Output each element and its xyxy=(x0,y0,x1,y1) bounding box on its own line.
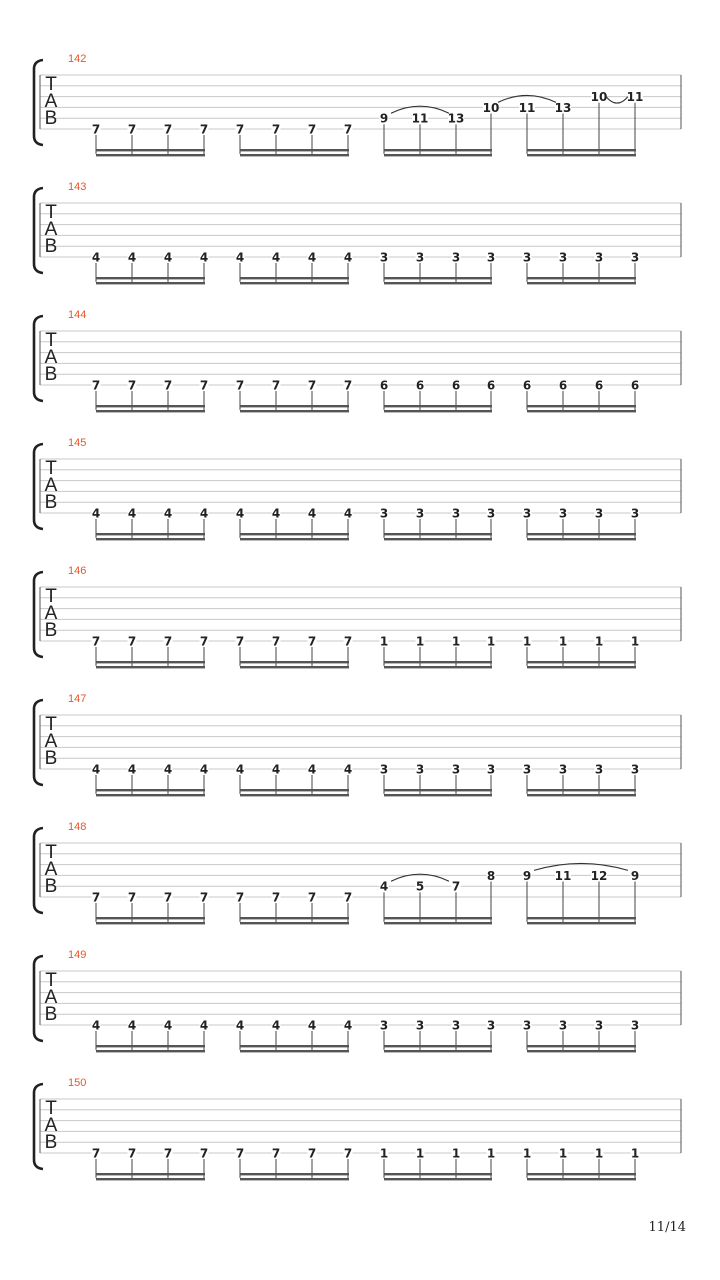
fret-number: 7 xyxy=(343,122,353,137)
fret-number: 11 xyxy=(626,90,644,105)
system-bracket xyxy=(34,188,43,273)
beam xyxy=(527,1045,636,1047)
fret-number: 3 xyxy=(415,506,425,521)
fret-number: 4 xyxy=(235,506,245,521)
fret-number: 7 xyxy=(127,122,137,137)
tab-clef-letter: B xyxy=(44,1004,58,1025)
beam xyxy=(384,1050,492,1052)
beam xyxy=(240,1050,349,1052)
fret-number: 3 xyxy=(379,250,389,265)
beam xyxy=(384,282,492,284)
fret-number: 3 xyxy=(379,1018,389,1033)
fret-number: 7 xyxy=(307,890,317,905)
fret-number: 4 xyxy=(271,762,281,777)
tab-clef-letter: B xyxy=(44,492,58,513)
fret-number: 3 xyxy=(594,250,604,265)
fret-number: 3 xyxy=(451,1018,461,1033)
beam xyxy=(240,1173,349,1175)
fret-number: 7 xyxy=(271,634,281,649)
beam xyxy=(96,794,205,796)
fret-number: 3 xyxy=(379,762,389,777)
fret-number: 3 xyxy=(630,250,640,265)
tab-clef-letter: T xyxy=(45,330,57,351)
fret-number: 4 xyxy=(235,1018,245,1033)
fret-number: 4 xyxy=(343,506,353,521)
fret-number: 1 xyxy=(558,1146,568,1161)
fret-number: 7 xyxy=(199,378,209,393)
fret-number: 4 xyxy=(199,250,209,265)
fret-number: 4 xyxy=(91,762,101,777)
beam xyxy=(527,538,636,540)
tab-clef-letter: A xyxy=(44,219,58,240)
fret-number: 1 xyxy=(630,1146,640,1161)
beam xyxy=(96,1178,205,1180)
fret-number: 3 xyxy=(486,506,496,521)
fret-number: 6 xyxy=(415,378,425,393)
tab-clef-letter: T xyxy=(45,586,57,607)
beam xyxy=(240,405,349,407)
fret-number: 7 xyxy=(127,634,137,649)
fret-number: 7 xyxy=(235,890,245,905)
fret-number: 3 xyxy=(594,1018,604,1033)
beam xyxy=(96,789,205,791)
system-bracket xyxy=(34,60,43,145)
fret-number: 7 xyxy=(235,378,245,393)
system-bracket xyxy=(34,444,43,529)
beam xyxy=(384,277,492,279)
measure-number: 144 xyxy=(68,309,87,321)
beam xyxy=(96,666,205,668)
measure-number: 145 xyxy=(68,437,87,449)
measure-number: 146 xyxy=(68,565,87,577)
fret-number: 1 xyxy=(594,634,604,649)
fret-number: 4 xyxy=(127,762,137,777)
system-bracket xyxy=(34,1084,43,1169)
tab-clef-letter: T xyxy=(45,970,57,991)
fret-number: 4 xyxy=(163,250,173,265)
beam xyxy=(527,1178,636,1180)
beam xyxy=(527,794,636,796)
fret-number: 1 xyxy=(379,634,389,649)
fret-number: 4 xyxy=(379,879,389,894)
fret-number: 7 xyxy=(127,1146,137,1161)
fret-number: 7 xyxy=(163,1146,173,1161)
slur xyxy=(606,97,628,104)
beam xyxy=(96,661,205,663)
fret-number: 5 xyxy=(415,879,425,894)
fret-number: 4 xyxy=(307,1018,317,1033)
system-bracket xyxy=(34,828,43,913)
beam xyxy=(384,1173,492,1175)
fret-number: 7 xyxy=(271,1146,281,1161)
fret-number: 7 xyxy=(271,122,281,137)
fret-number: 1 xyxy=(379,1146,389,1161)
fret-number: 7 xyxy=(343,1146,353,1161)
fret-number: 7 xyxy=(235,122,245,137)
fret-number: 3 xyxy=(558,1018,568,1033)
beam xyxy=(384,661,492,663)
beam xyxy=(240,154,349,156)
beam xyxy=(96,917,205,919)
tab-clef-letter: A xyxy=(44,987,58,1008)
fret-number: 9 xyxy=(379,111,389,126)
fret-number: 3 xyxy=(451,506,461,521)
beam xyxy=(527,917,636,919)
beam xyxy=(240,1045,349,1047)
beam xyxy=(240,277,349,279)
beam xyxy=(384,410,492,412)
fret-number: 4 xyxy=(271,250,281,265)
fret-number: 3 xyxy=(451,762,461,777)
beam xyxy=(384,1045,492,1047)
measure-number: 143 xyxy=(68,181,87,193)
beam xyxy=(96,149,205,151)
fret-number: 7 xyxy=(91,634,101,649)
beam xyxy=(96,410,205,412)
fret-number: 8 xyxy=(486,868,496,883)
fret-number: 7 xyxy=(307,634,317,649)
fret-number: 1 xyxy=(522,634,532,649)
fret-number: 4 xyxy=(343,250,353,265)
tab-clef-letter: B xyxy=(44,876,58,897)
beam xyxy=(240,1178,349,1180)
beam xyxy=(240,149,349,151)
fret-number: 7 xyxy=(163,122,173,137)
fret-number: 7 xyxy=(199,634,209,649)
fret-number: 3 xyxy=(522,250,532,265)
fret-number: 6 xyxy=(379,378,389,393)
beam xyxy=(96,1045,205,1047)
system-bracket xyxy=(34,572,43,657)
tab-clef-letter: T xyxy=(45,202,57,223)
beam xyxy=(384,149,492,151)
fret-number: 7 xyxy=(163,890,173,905)
beam xyxy=(240,794,349,796)
measure-number: 142 xyxy=(68,53,87,65)
tab-clef-letter: A xyxy=(44,475,58,496)
fret-number: 4 xyxy=(127,1018,137,1033)
fret-number: 7 xyxy=(163,634,173,649)
fret-number: 3 xyxy=(486,250,496,265)
fret-number: 3 xyxy=(451,250,461,265)
tab-clef-letter: A xyxy=(44,347,58,368)
fret-number: 1 xyxy=(486,634,496,649)
fret-number: 7 xyxy=(271,890,281,905)
tab-clef-letter: T xyxy=(45,842,57,863)
beam xyxy=(240,661,349,663)
fret-number: 7 xyxy=(307,378,317,393)
fret-number: 3 xyxy=(415,1018,425,1033)
fret-number: 3 xyxy=(558,506,568,521)
fret-number: 3 xyxy=(486,1018,496,1033)
fret-number: 7 xyxy=(91,890,101,905)
fret-number: 3 xyxy=(594,506,604,521)
beam xyxy=(240,666,349,668)
fret-number: 4 xyxy=(163,1018,173,1033)
fret-number: 7 xyxy=(307,1146,317,1161)
fret-number: 6 xyxy=(594,378,604,393)
fret-number: 3 xyxy=(558,762,568,777)
tab-clef-letter: A xyxy=(44,859,58,880)
fret-number: 7 xyxy=(343,890,353,905)
beam xyxy=(240,917,349,919)
beam xyxy=(96,1173,205,1175)
fret-number: 4 xyxy=(271,506,281,521)
fret-number: 4 xyxy=(91,506,101,521)
fret-number: 7 xyxy=(235,1146,245,1161)
tab-clef-letter: T xyxy=(45,1098,57,1119)
fret-number: 9 xyxy=(522,868,532,883)
beam xyxy=(96,277,205,279)
beam xyxy=(527,1173,636,1175)
fret-number: 3 xyxy=(486,762,496,777)
fret-number: 6 xyxy=(630,378,640,393)
fret-number: 3 xyxy=(630,762,640,777)
fret-number: 1 xyxy=(415,634,425,649)
beam xyxy=(527,922,636,924)
fret-number: 13 xyxy=(554,100,572,115)
beam xyxy=(240,533,349,535)
fret-number: 3 xyxy=(379,506,389,521)
fret-number: 10 xyxy=(590,90,608,105)
fret-number: 3 xyxy=(558,250,568,265)
fret-number: 4 xyxy=(127,250,137,265)
beam xyxy=(527,661,636,663)
beam xyxy=(96,154,205,156)
fret-number: 6 xyxy=(522,378,532,393)
fret-number: 7 xyxy=(307,122,317,137)
beam xyxy=(96,538,205,540)
fret-number: 1 xyxy=(594,1146,604,1161)
beam xyxy=(527,789,636,791)
fret-number: 4 xyxy=(91,250,101,265)
beam xyxy=(96,922,205,924)
fret-number: 7 xyxy=(235,634,245,649)
tab-clef-letter: B xyxy=(44,236,58,257)
beam xyxy=(96,405,205,407)
fret-number: 3 xyxy=(415,250,425,265)
fret-number: 1 xyxy=(451,1146,461,1161)
fret-number: 4 xyxy=(91,1018,101,1033)
beam xyxy=(384,538,492,540)
fret-number: 4 xyxy=(343,762,353,777)
beam xyxy=(527,533,636,535)
beam xyxy=(527,405,636,407)
fret-number: 1 xyxy=(630,634,640,649)
fret-number: 4 xyxy=(343,1018,353,1033)
beam xyxy=(240,282,349,284)
fret-number: 7 xyxy=(91,1146,101,1161)
tab-clef-letter: T xyxy=(45,74,57,95)
fret-number: 7 xyxy=(127,890,137,905)
fret-number: 7 xyxy=(199,1146,209,1161)
fret-number: 3 xyxy=(522,762,532,777)
tab-clef-letter: A xyxy=(44,91,58,112)
tab-clef-letter: B xyxy=(44,364,58,385)
fret-number: 11 xyxy=(411,111,429,126)
tab-clef-letter: B xyxy=(44,748,58,769)
fret-number: 7 xyxy=(451,879,461,894)
beam xyxy=(240,538,349,540)
fret-number: 1 xyxy=(451,634,461,649)
beam xyxy=(527,149,636,151)
fret-number: 1 xyxy=(558,634,568,649)
fret-number: 11 xyxy=(554,868,572,883)
beam xyxy=(96,533,205,535)
fret-number: 3 xyxy=(630,506,640,521)
fret-number: 3 xyxy=(522,506,532,521)
fret-number: 9 xyxy=(630,868,640,883)
fret-number: 4 xyxy=(163,762,173,777)
beam xyxy=(384,154,492,156)
fret-number: 7 xyxy=(127,378,137,393)
fret-number: 12 xyxy=(590,868,608,883)
beam xyxy=(527,282,636,284)
fret-number: 7 xyxy=(271,378,281,393)
beam xyxy=(527,410,636,412)
fret-number: 6 xyxy=(451,378,461,393)
fret-number: 10 xyxy=(482,100,500,115)
fret-number: 6 xyxy=(486,378,496,393)
tab-clef-letter: A xyxy=(44,603,58,624)
fret-number: 11 xyxy=(518,100,536,115)
beam xyxy=(384,405,492,407)
beam xyxy=(527,277,636,279)
fret-number: 4 xyxy=(271,1018,281,1033)
fret-number: 7 xyxy=(343,378,353,393)
fret-number: 4 xyxy=(235,762,245,777)
beam xyxy=(527,666,636,668)
beam xyxy=(384,789,492,791)
fret-number: 1 xyxy=(415,1146,425,1161)
fret-number: 3 xyxy=(594,762,604,777)
tab-clef-letter: T xyxy=(45,714,57,735)
fret-number: 7 xyxy=(343,634,353,649)
beam xyxy=(384,917,492,919)
beam xyxy=(240,789,349,791)
beam xyxy=(240,922,349,924)
fret-number: 4 xyxy=(199,506,209,521)
tab-clef-letter: A xyxy=(44,1115,58,1136)
fret-number: 4 xyxy=(307,506,317,521)
fret-number: 7 xyxy=(199,890,209,905)
system-bracket xyxy=(34,700,43,785)
tab-clef-letter: T xyxy=(45,458,57,479)
fret-number: 3 xyxy=(522,1018,532,1033)
fret-number: 7 xyxy=(91,378,101,393)
fret-number: 6 xyxy=(558,378,568,393)
beam xyxy=(240,410,349,412)
fret-number: 4 xyxy=(235,250,245,265)
beam xyxy=(96,1050,205,1052)
tab-clef-letter: B xyxy=(44,620,58,641)
fret-number: 4 xyxy=(163,506,173,521)
beam xyxy=(384,1178,492,1180)
fret-number: 13 xyxy=(447,111,465,126)
fret-number: 3 xyxy=(630,1018,640,1033)
fret-number: 3 xyxy=(415,762,425,777)
beam xyxy=(384,794,492,796)
fret-number: 4 xyxy=(127,506,137,521)
fret-number: 4 xyxy=(307,762,317,777)
fret-number: 1 xyxy=(522,1146,532,1161)
beam xyxy=(384,666,492,668)
fret-number: 4 xyxy=(199,762,209,777)
measure-number: 150 xyxy=(68,1077,87,1089)
tab-clef-letter: B xyxy=(44,108,58,129)
tab-clef-letter: B xyxy=(44,1132,58,1153)
page-number: 11/14 xyxy=(648,1220,686,1235)
measure-number: 147 xyxy=(68,693,87,705)
measure-number: 149 xyxy=(68,949,87,961)
fret-number: 4 xyxy=(199,1018,209,1033)
tab-clef-letter: A xyxy=(44,731,58,752)
beam xyxy=(384,922,492,924)
measure-number: 148 xyxy=(68,821,87,833)
beam xyxy=(384,533,492,535)
fret-number: 7 xyxy=(163,378,173,393)
fret-number: 7 xyxy=(199,122,209,137)
system-bracket xyxy=(34,316,43,401)
fret-number: 1 xyxy=(486,1146,496,1161)
fret-number: 4 xyxy=(307,250,317,265)
beam xyxy=(96,282,205,284)
beam xyxy=(527,1050,636,1052)
fret-number: 7 xyxy=(91,122,101,137)
system-bracket xyxy=(34,956,43,1041)
beam xyxy=(527,154,636,156)
